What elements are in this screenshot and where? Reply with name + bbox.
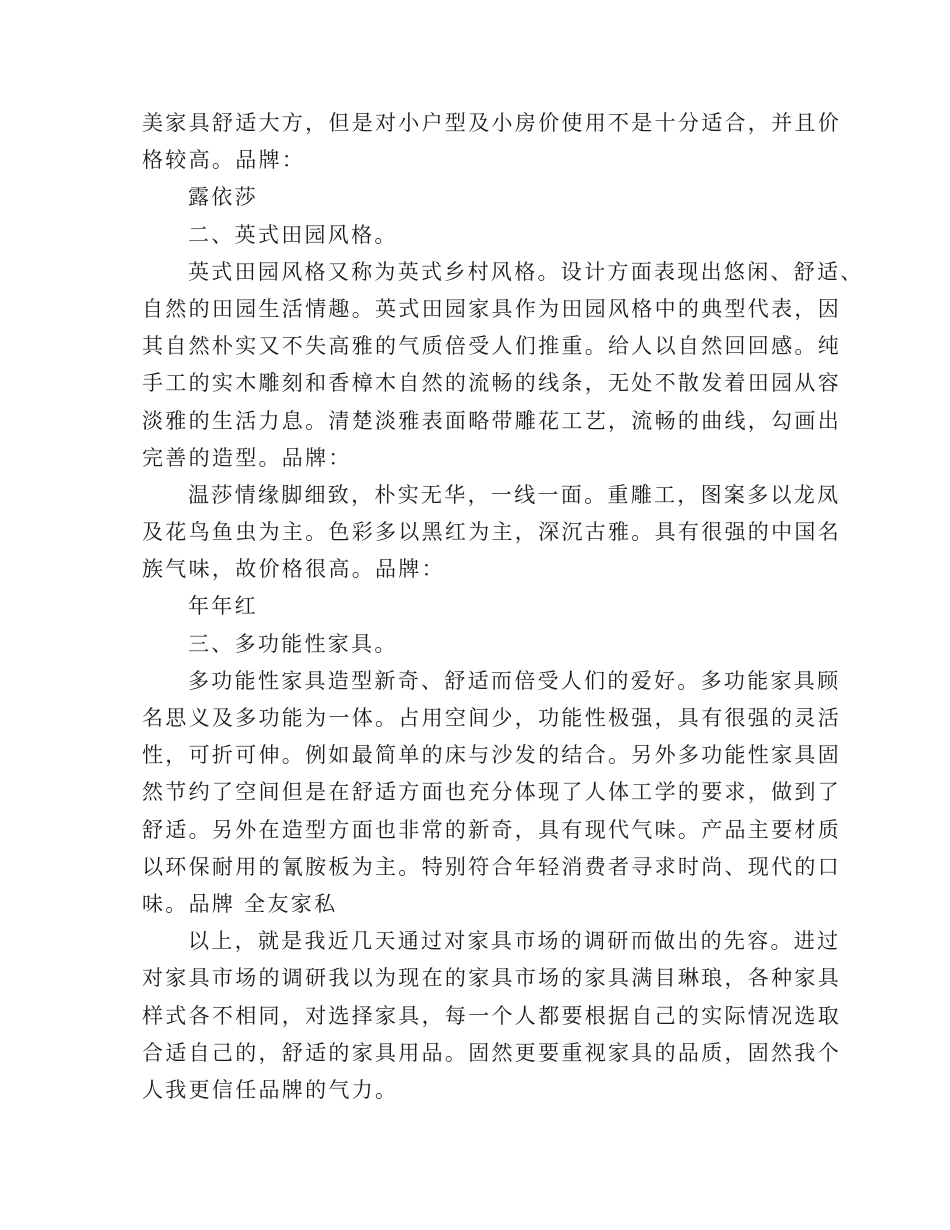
text-line: 对家具市场的调研我以为现在的家具市场的家具满目琳琅，各种家具 — [142, 966, 841, 991]
text-line: 美家具舒适大方，但是对小户型及小房价使用不是十分适合，并且价 — [142, 111, 841, 135]
text-line: 名思义及多功能为一体。占用空间少，功能性极强，具有很强的灵活 — [142, 706, 841, 730]
text-line: 味。品牌 全友家私 — [142, 891, 338, 916]
text-line: 族气味，故价格很高。品牌： — [142, 557, 445, 582]
text-line: 然节约了空间但是在舒适方面也充分体现了人体工学的要求，做到了 — [142, 780, 841, 805]
text-line: 人我更信任品牌的气力。 — [142, 1077, 399, 1102]
text-line: 合适自己的，舒适的家具用品。固然更要重视家具的品质，固然我个 — [142, 1040, 841, 1065]
text-line: 其自然朴实又不失高雅的气质倍受人们推重。给人以自然回回感。纯 — [142, 334, 841, 359]
text-line: 英式田园风格又称为英式乡村风格。设计方面表现出悠闲、舒适、 — [188, 259, 864, 284]
text-line: 淡雅的生活力息。清楚淡雅表面略带雕花工艺，流畅的曲线，勾画出 — [142, 408, 841, 433]
text-line: 多功能性家具造型新奇、舒适而倍受人们的爱好。多功能家具顾 — [188, 668, 841, 693]
text-line: 以上，就是我近几天通过对家具市场的调研而做出的先容。进过 — [188, 929, 841, 954]
text-line: 露依莎 — [188, 185, 258, 210]
text-line: 性，可折可伸。例如最简单的床与沙发的结合。另外多功能性家具固 — [142, 743, 841, 768]
text-line: 格较高。品牌： — [142, 148, 306, 173]
text-line: 自然的田园生活情趣。英式田园家具作为田园风格中的典型代表，因 — [142, 296, 841, 321]
text-line: 三、多功能性家具。 — [188, 631, 398, 656]
text-line: 温莎情缘脚细致，朴实无华，一线一面。重雕工，图案多以龙凤 — [188, 482, 841, 507]
text-line: 以环保耐用的氰胺板为主。特别符合年轻消费者寻求时尚、现代的口 — [142, 854, 841, 879]
text-line: 完善的造型。品牌： — [142, 445, 352, 470]
text-line: 舒适。另外在造型方面也非常的新奇，具有现代气味。产品主要材质 — [142, 817, 841, 842]
text-line: 及花鸟鱼虫为主。色彩多以黑红为主，深沉古雅。具有很强的中国名 — [142, 520, 841, 545]
text-line: 年年红 — [188, 594, 258, 619]
text-line: 手工的实木雕刻和香樟木自然的流畅的线条，无处不散发着田园从容 — [142, 371, 841, 396]
text-line: 样式各不相同，对选择家具，每一个人都要根据自己的实际情况选取 — [142, 1003, 841, 1028]
text-line: 二、英式田园风格。 — [188, 222, 398, 247]
document-body — [142, 105, 864, 1109]
